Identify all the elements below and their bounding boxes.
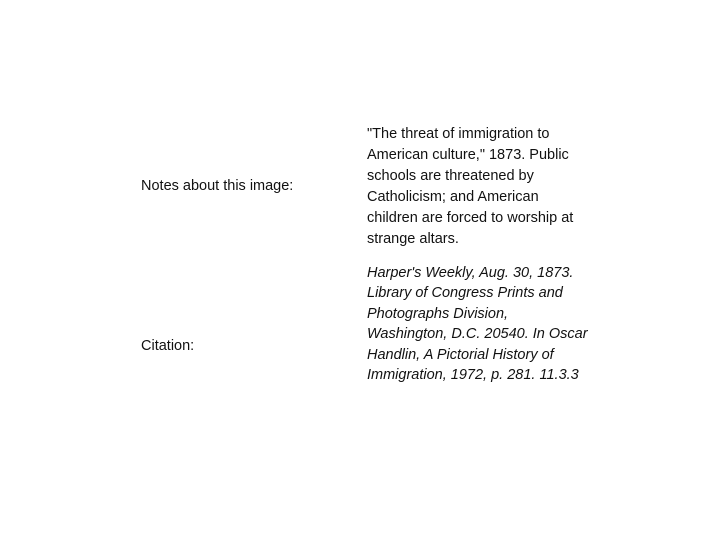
notes-label: Notes about this image: <box>141 178 294 194</box>
citation-label: Citation: <box>141 338 195 354</box>
notes-text: "The threat of immigration to American culture," 1873. Public schools are threatened by Catholicism; and American children are forced to worship at strange altars. <box>367 126 574 247</box>
citation-text: Harper's Weekly, Aug. 30, 1873. Library of Congress Prints and Photographs Division, Washington, D.C. 20540. In Oscar Handlin, A Pictorial History of Immigration, 1972, p. 281. 11.3.3 <box>367 265 588 384</box>
